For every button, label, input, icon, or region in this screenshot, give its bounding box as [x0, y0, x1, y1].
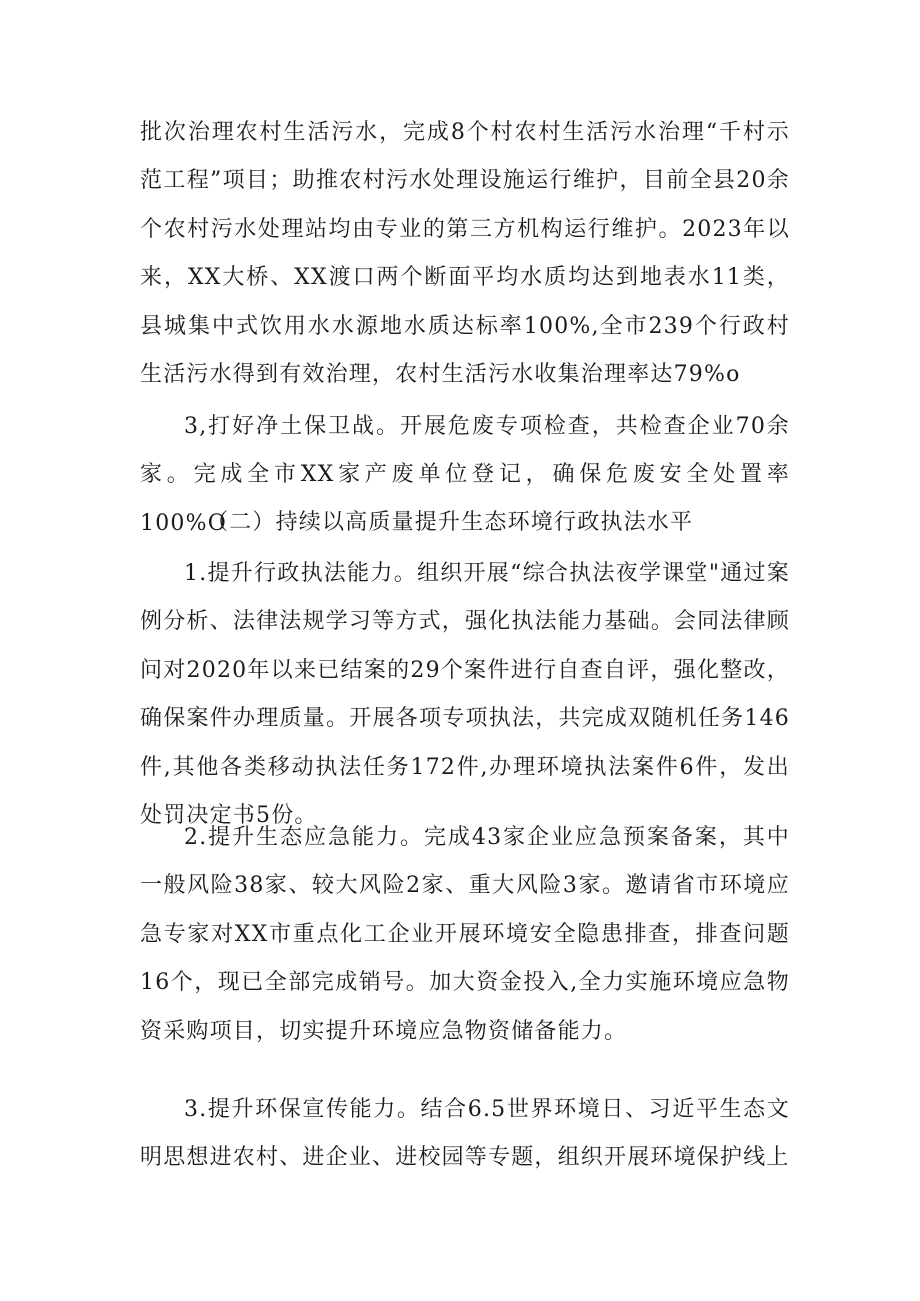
paragraph-soil-protection: 3,打好净土保卫战。开展危废专项检查，共检查企业70余家。完成全市XX家产废单位登记，确保危废安全处置率100%O [140, 414, 790, 536]
paragraph-publicity-capacity: 3.提升环保宣传能力。结合6.5世界环境日、习近平生态文明思想进农村、进企业、进校园等专题，组织开展环境保护线上 [140, 1097, 790, 1171]
paragraph-enforcement-capacity: 1.提升行政执法能力。组织开展“综合执法夜学课堂"通过案例分析、法律法规学习等方式，强化执法能力基础。会同法律顾问对2020年以来已结案的29个案件进行自查自评，强化整改，确保案件办理质量。开展各项专项执法，共完成双随机任务146件,其他各类移动执法任务172件,办理环境执法案件6件，发出处罚决定书5份。 [140, 561, 790, 829]
paragraph-water-treatment: 批次治理农村生活污水，完成8个村农村生活污水治理“千村示范工程”项目；助推农村污水处理设施运行维护，目前全县20余个农村污水处理站均由专业的第三方机构运行维护。2023年以来，XX大桥、XX渡口两个断面平均水质均达到地表水11类，县城集中式饮用水水源地水质达标率100%,全市239个行政村生活污水得到有效治理，农村生活污水收集治理率达79%o [140, 120, 790, 388]
paragraph-emergency-capacity: 2.提升生态应急能力。完成43家企业应急预案备案，其中一般风险38家、较大风险2家、重大风险3家。邀请省市环境应急专家对XX市重点化工企业开展环境安全隐患排查，排查问题16个，现已全部完成销号。加大资金投入,全力实施环境应急物资采购项目，切实提升环境应急物资储备能力。 [140, 825, 790, 1044]
section-heading: （二）持续以高质量提升生态环境行政执法水平 [206, 510, 694, 535]
